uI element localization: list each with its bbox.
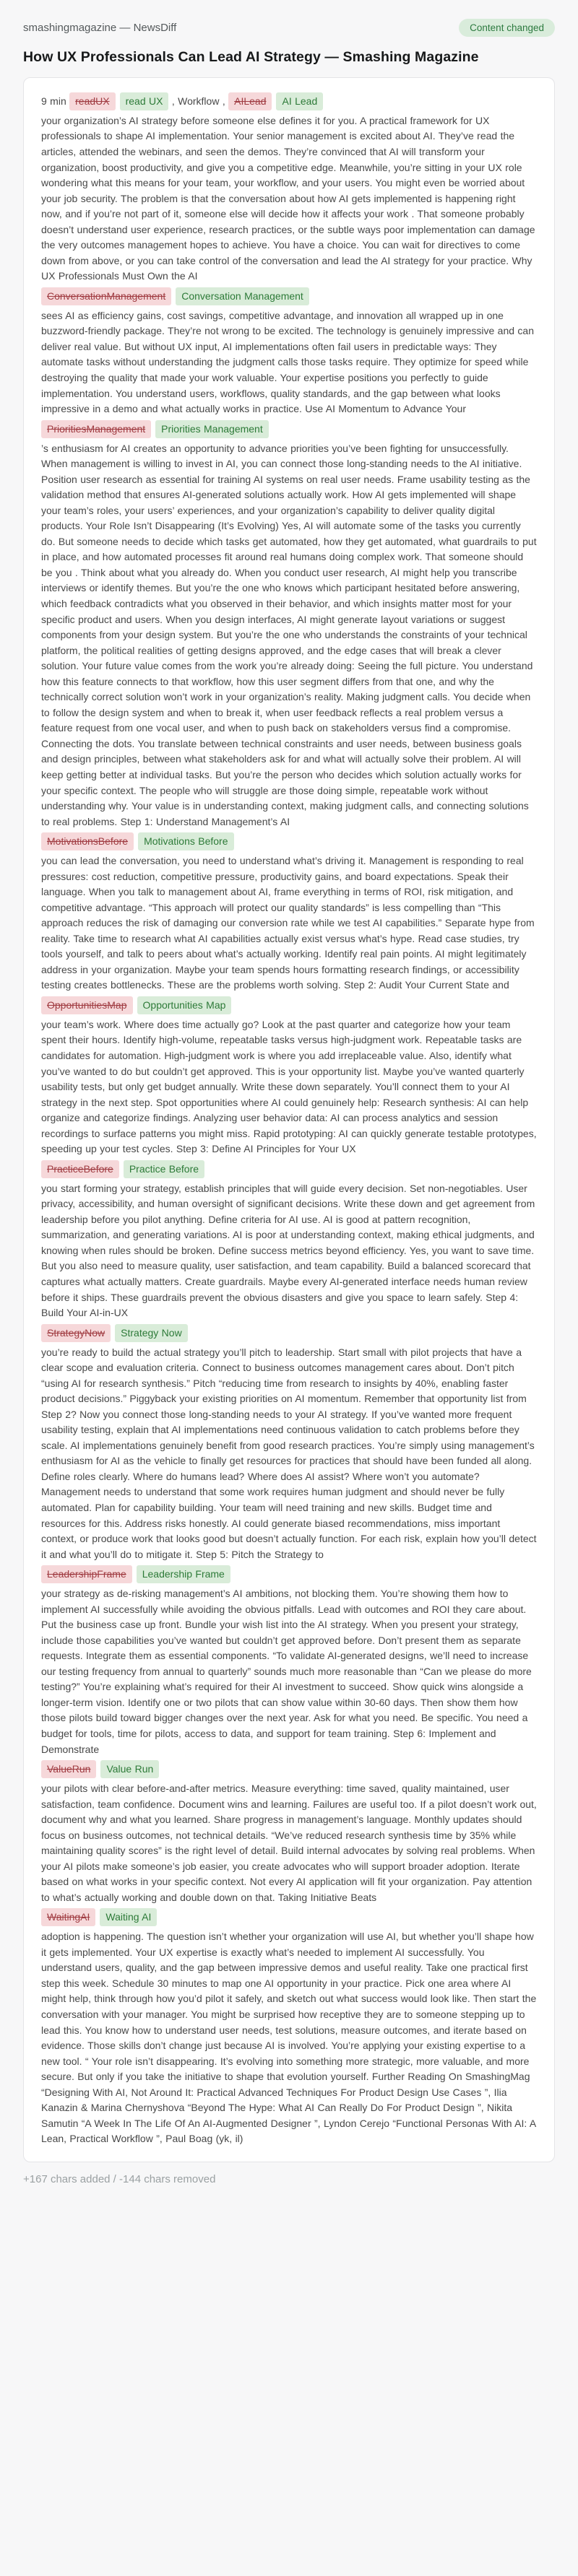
added-text-chip: Leadership Frame	[137, 1565, 230, 1583]
paragraph-text: you’re ready to build the actual strategy you’ll pitch to leadership. Start small with pilot projects that have a clear scope and evaluation criteria. Connect to business outcomes management cares about. Don’t pitch “using AI for research synthesis.” Pitch “reducing time from research to insights by 40%, enabling faster product decisions.” Piggyback your existing priorities on AI momentum. Remember that opportunity list from Step 2? Now you connect those long-standing needs to your AI strategy. If you’ve wanted more frequent usability testing, explain that AI implementations need continuous validation to catch problems before they scale. AI implementations genuinely benefit from good research practices. You’re simply using management’s enthusiasm for AI as the vehicle to finally get resources for practices that should have been funded all along. Define roles clearly. Where do humans lead? Where does AI assist? Where won’t you automate? Management needs to understand that some work requires human judgment and should never be fully automated. Plan for capability building. Your team will need training and new skills. Budget time and resources for this. Address risks honestly. AI could generate biased recommendations, miss important context, or produce work that looks good but doesn’t actually function. For each risk, explain how you’ll detect it and what you’ll do to mitigate it. Step 5: Pitch the Strategy to	[41, 1346, 537, 1560]
added-text-chip: Opportunities Map	[137, 996, 232, 1014]
diff-paragraph	[41, 1759, 537, 1780]
diff-paragraph	[41, 91, 537, 112]
added-text-chip: Value Run	[100, 1760, 159, 1778]
diff-paragraph	[41, 1564, 537, 1585]
diff-paragraph	[41, 441, 537, 830]
site-label: smashingmagazine — NewsDiff	[23, 22, 177, 34]
removed-text-chip: LeadershipFrame	[41, 1565, 132, 1583]
added-text-chip: Practice Before	[124, 1160, 204, 1178]
paragraph-text: you can lead the conversation, you need to understand what’s driving it. Management is responding to real pressures: cost reduction, competitive pressure, productivity gains, and board expectations. Speak their language. When you talk to management about AI, frame everything in terms of ROI, risk mitigation, and competitive advantage. “This approach will protect our quality standards” is less compelling than “This approach reduces the risk of damaging our conversion rate while we test AI capabilities.” Separate hype from reality. Take time to research what AI capabilities actually exist versus what’s hype. Read case studies, try tools yourself, and talk to peers about what’s actually working. Identify real pain points. AI might legitimately address in your organization. Maybe your team spends hours formatting research findings, or accessibility testing creates bottlenecks. These are the problems worth solving. Step 2: Audit Your Current State and	[41, 855, 535, 991]
added-text-chip: Priorities Management	[155, 420, 269, 438]
diff-paragraph	[41, 1159, 537, 1180]
paragraph-text: 9 min	[41, 95, 70, 107]
paragraph-text: adoption is happening. The question isn’t whether your organization will use AI, but whether you’ll shape how it gets implemented. Your UX expertise is exactly what’s needed to implement AI successfully. You understand users, quality, and the gap between impressive demos and useful reality. Take one practical first step this week. Schedule 30 minutes to map one AI opportunity in your practice. Pick one area where AI might help, think through how you’d pilot it safely, and sketch out what success would look like. Then start the conversation with your manager. You might be surprised how receptive they are to someone stepping up to lead this. You know how to understand user needs, test solutions, measure outcomes, and iterate based on evidence. Those skills don’t change just because AI is involved. You’re applying your existing expertise to a new tool. “ Your role isn’t disappearing. It’s evolving into something more strategic, more valuable, and more secure. But only if you take the initiative to shape that evolution yourself. Further Reading On SmashingMag “Designing With AI, Not Around It: Practical Advanced Techniques For Product Design Use Cases ”, Ilia Kanazin & Marina Chernyshova “Beyond The Hype: What AI Can Really Do For Product Design ”, Nikita Samutin “A Week In The Life Of An AI-Augmented Designer ”, Lyndon Cerejo “Functional Personas With AI: A Lean, Practical Workflow ”, Paul Boag (yk, il)	[41, 1931, 537, 2145]
diff-paragraph	[41, 1929, 537, 2147]
removed-text-chip: ConversationManagement	[41, 287, 171, 305]
diff-paragraph	[41, 1781, 537, 1905]
removed-text-chip: MotivationsBefore	[41, 832, 134, 850]
removed-text-chip: AILead	[228, 92, 272, 110]
diff-summary: +167 chars added / -144 chars removed	[23, 2172, 216, 2185]
diff-paragraph	[41, 308, 537, 417]
paragraph-text: your team’s work. Where does time actually go? Look at the past quarter and categorize how your team spent their hours. Identify high-volume, repeatable tasks versus high-judgment work. Repeatable tasks are candidates for automation. High-judgment work is where you add irreplaceable value. Also, identify what you’ve wanted to do but couldn’t get approved. This is your opportunity list. Maybe you’ve wanted quarterly usability tests, but only get budget annually. Write these down separately. You’ll connect them to your AI strategy in the next step. Spot opportunities where AI could genuinely help: Research synthesis: AI can help organize and categorize findings. Analyzing user behavior data: AI can process analytics and session recordings to surface patterns you might miss. Rapid prototyping: AI can quickly generate testable prototypes, speeding up your test cycles. Step 3: Define AI Principles for Your UX	[41, 1018, 537, 1155]
diff-paragraph	[41, 1323, 537, 1344]
paragraph-text: your pilots with clear before-and-after metrics. Measure everything: time saved, quality maintained, user satisfaction, team confidence. Document wins and learning. Failures are useful too. If a pilot doesn’t work out, document why and what you learned. Share progress in management’s language. Monthly updates should focus on business outcomes, not technical details. “We’ve reduced research synthesis time by 35% while maintaining quality scores” is the right level of detail. Build internal advocates by solving real problems. When your AI pilots make someone’s job easier, you create advocates who will support broader adoption. Iterate based on what works in your specific context. Not every AI application will fit your organization. Pay attention to what’s actually working and double down on that. Taking Initiative Beats	[41, 1782, 537, 1903]
diff-paragraph	[41, 286, 537, 307]
diff-paragraph	[41, 1017, 537, 1157]
removed-text-chip: OpportunitiesMap	[41, 996, 133, 1014]
diff-card	[23, 77, 555, 2162]
diff-paragraph	[41, 419, 537, 440]
removed-text-chip: StrategyNow	[41, 1324, 111, 1342]
diff-paragraph	[41, 1345, 537, 1563]
diff-paragraph	[41, 831, 537, 852]
added-text-chip: AI Lead	[276, 92, 323, 110]
removed-text-chip: PrioritiesManagement	[41, 420, 151, 438]
diff-paragraph	[41, 1586, 537, 1757]
removed-text-chip: WaitingAI	[41, 1908, 95, 1926]
paragraph-text: ’s enthusiasm for AI creates an opportunity to advance priorities you’ve been fighting for unsuccessfully. When management is willing to invest in AI, you can connect those long-standing needs to the AI initiative. Position user research as essential for training AI systems on real user needs. Frame usability testing as the validation method that ensures AI-generated solutions actually work. How AI gets implemented will shape your team’s roles, your users’ experiences, and your organization’s capability to deliver quality digital products. Your Role Isn’t Disappearing (It’s Evolving) Yes, AI will automate some of the tasks you currently do. But someone needs to decide which tasks get automated, how they get automated, what guardrails to put in place, and how automated processes fit around real humans doing complex work. That someone should be you . Think about what you already do. When you conduct user research, AI might help you transcribe interviews or identify themes. But you’re the one who knows which participant hesitated before answering, which feedback contradicts what you observed in their behavior, and which insights matter most for your specific product and users. When you design interfaces, AI might generate layout variations or suggest components from your design system. But you’re the one who understands the constraints of your technical platform, the political realities of getting designs approved, and the edge cases that will break a clever solution. Your future value comes from the work you’re already doing: Seeing the full picture. You understand how this feature connects to that workflow, how this user segment differs from that one, and why the technically correct solution won’t work in your organization’s reality. Making judgment calls. You decide when to follow the design system and when to break it, when user feedback reflects a real problem versus a feature request from one vocal user, and when to push back on stakeholders versus find a compromise. Connecting the dots. You translate between technical constraints and user needs, between business goals and design principles, between what stakeholders ask for and what will actually solve their problem. AI will keep getting better at individual tasks. But you’re the person who decides which solution actually works for your specific context. The people who will struggle are those doing simple, repeatable work without understanding why. Your value is in understanding context, making judgment calls, and connecting solutions to real problems. Step 1: Understand Management’s AI	[41, 442, 537, 827]
diff-paragraph	[41, 1181, 537, 1321]
paragraph-text: , Workflow ,	[168, 95, 229, 107]
paragraph-text: your organization’s AI strategy before someone else defines it for you. A practical framework for UX professionals to shape AI implementation. Your senior management is excited about AI. They’ve read the articles, attended the webinars, and seen the demos. They’re convinced that AI will transform your organization, boost productivity, and give you a competitive edge. Meanwhile, you’re sitting in your UX role wondering what this means for your team, your workflow, and your users. You might even be worried about your job security. The problem is that the conversation about how AI gets implemented is happening right now, and if you’re not part of it, someone else will decide how it affects your work . That someone probably doesn’t understand user experience, research practices, or the subtle ways poor implementation can damage the very outcomes management hopes to achieve. You have a choice. You can wait for directives to come down from above, or you can take control of the conversation and lead the AI strategy for your practice. Why UX Professionals Must Own the AI	[41, 114, 535, 282]
added-text-chip: read UX	[120, 92, 169, 110]
page-title: How UX Professionals Can Lead AI Strategy — Smashing Magazine	[23, 49, 479, 65]
added-text-chip: Strategy Now	[115, 1324, 188, 1342]
removed-text-chip: ValueRun	[41, 1760, 96, 1778]
added-text-chip: Waiting AI	[100, 1908, 157, 1926]
diff-paragraph	[41, 995, 537, 1016]
diff-paragraph	[41, 113, 537, 284]
added-text-chip: Motivations Before	[138, 832, 233, 850]
paragraph-text: sees AI as efficiency gains, cost savings, competitive advantage, and innovation all wrapped up in one buzzword-friendly package. They’re not wrong to be excited. The technology is genuinely impressive and can deliver real value. But without UX input, AI implementations often fail users in predictable ways: They automate tasks without understanding the judgment calls those tasks require. They optimize for speed while destroying the quality that made your work valuable. Your expertise positions you perfectly to guide implementation. You understand users, workflows, quality standards, and the gap between what looks impressive in a demo and what actually works in practice. Use AI Momentum to Advance Your	[41, 309, 534, 415]
added-text-chip: Conversation Management	[176, 287, 309, 305]
paragraph-text: you start forming your strategy, establish principles that will guide every decision. Set non-negotiables. User privacy, accessibility, and human oversight of significant decisions. Write these down and get agreement from leadership before you pilot anything. Define criteria for AI use. AI is good at pattern recognition, summarization, and generating variations. AI is poor at understanding context, making ethical judgments, and knowing when rules should be broken. Define success metrics beyond efficiency. Yes, you want to save time. But you also need to measure quality, user satisfaction, and team capability. Build a balanced scorecard that captures what actually matters. Create guardrails. Maybe every AI-generated interface needs human review before it ships. These guardrails prevent the obvious disasters and give you space to learn safely. Step 4: Build Your AI-in-UX	[41, 1182, 535, 1319]
removed-text-chip: readUX	[69, 92, 115, 110]
removed-text-chip: PracticeBefore	[41, 1160, 119, 1178]
diff-paragraph	[41, 1907, 537, 1928]
diff-paragraph	[41, 853, 537, 993]
status-badge: Content changed	[459, 19, 555, 37]
page-header	[23, 19, 555, 37]
paragraph-text: your strategy as de-risking management’s AI ambitions, not blocking them. You’re showing them how to implement AI successfully while avoiding the obvious pitfalls. Lead with outcomes and ROI they care about. Put the business case up front. Bundle your wish list into the AI strategy. When you present your strategy, include those capabilities you’ve wanted but couldn’t get approved before. Don’t present them as separate requests. Integrate them as essential components. “To validate AI-generated designs, we’ll need to increase our testing frequency from annual to quarterly” sounds much more reasonable than “Can we please do more testing?” You’re explaining what’s required for their AI investment to succeed. Show quick wins alongside a longer-term vision. Identify one or two pilots that can show value within 30-60 days. Then show them how those pilots build toward bigger changes over the next year. Ask for what you need. Be specific. You need a budget for tools, time for pilots, access to data, and support for team training. Step 6: Implement and Demonstrate	[41, 1588, 532, 1755]
